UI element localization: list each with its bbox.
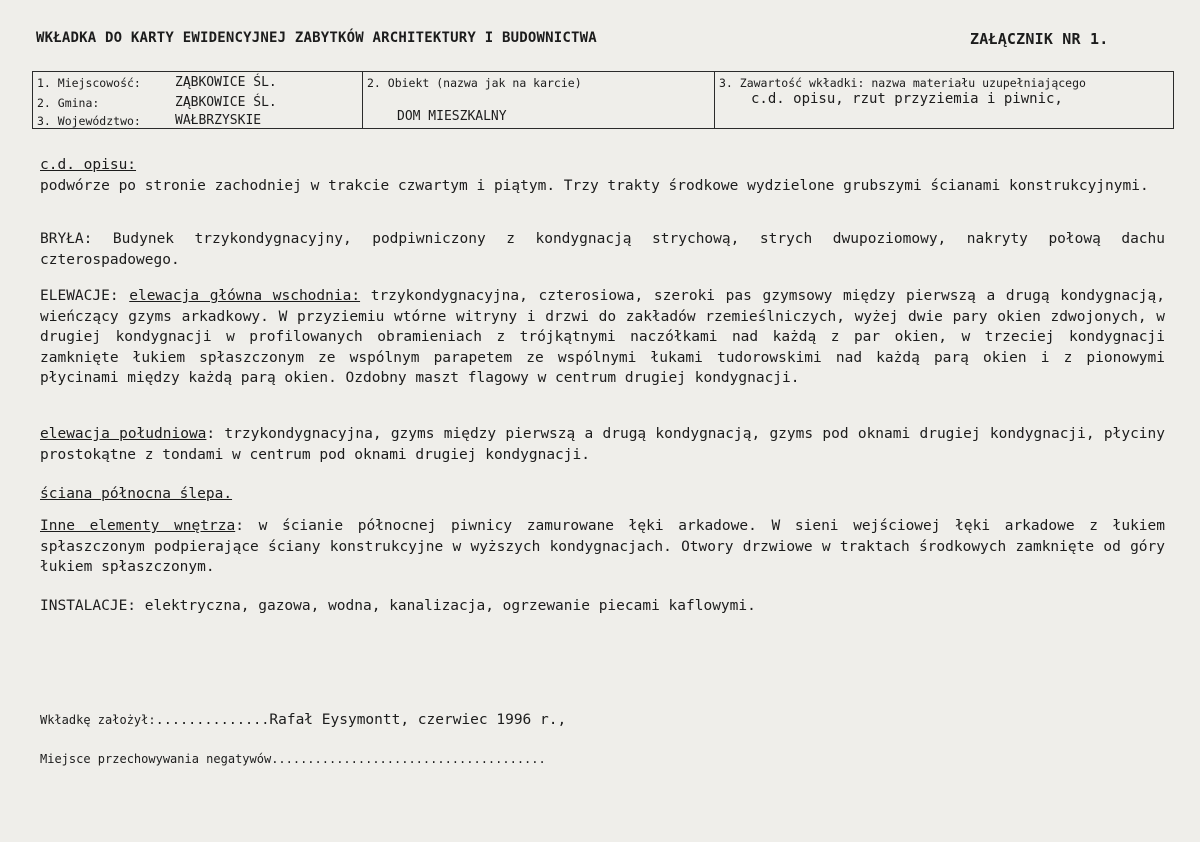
sciana-polnocna-paragraph [40,484,1165,505]
commune-label: 2. Gmina: [37,96,100,110]
instalacje-text: INSTALACJE: elektryczna, gazowa, wodna, kanalizacja, ogrzewanie piecami kaflowymi. [40,598,756,614]
cd-heading: c.d. opisu: [40,157,137,173]
description-continued [40,155,1165,196]
voivodeship-value: WAŁBRZYSKIE [175,113,262,128]
instalacje-paragraph [40,596,1165,617]
elewacja-poludniowa-paragraph [40,424,1165,465]
poludniowa-text: : trzykondygnacyjna, gzyms między pierwszą a drugą kondygnacją, gzyms pod oknami drugiej kondygnacji, płyciny prostokątne z tondami w centrum pod oknami drugiej kondygnacji. [40,426,1165,463]
voivodeship-label: 3. Województwo: [37,114,141,128]
elewacje-label: ELEWACJE: [40,288,130,304]
cd-text: podwórze po stronie zachodniej w trakcie czwartym i piątym. Trzy trakty środkowe wydzielone grubszymi ścianami konstrukcyjnymi. [40,177,1149,194]
negatives-label: Miejsce przechowywania negatywów [40,752,272,766]
bryla-text: Budynek trzykondygnacyjny, podpiwniczony z kondygnacją strychową, strych dwupoziomowy, nakryty połową dachu czterospadowego. [40,231,1165,268]
annex-number: ZAŁĄCZNIK NR 1. [970,30,1109,48]
elewacje-paragraph [40,286,1165,389]
content-cell [715,72,1173,128]
location-cell [33,72,363,128]
author-value: Rafał Eysymontt, czerwiec 1996 r., [269,712,567,728]
wnetrza-heading: Inne elementy wnętrza [40,518,236,534]
wnetrza-text: : w ścianie północnej piwnicy zamurowane łęki arkadowe. W sieni wejściowej łęki arkadowe z łukiem spłaszczonym podpierające ściany konstrukcyjne w wyższych kondygnacjach. Otwory drzwiowe w traktach środkowych zamknięte od góry łukiem spłaszczonym. [40,518,1165,575]
locality-label: 1. Miejscowość: [37,76,141,90]
object-cell [363,72,715,128]
author-label: Wkładkę założył: [40,713,156,727]
commune-value: ZĄBKOWICE ŚL. [175,95,277,110]
object-value: DOM MIESZKALNY [397,109,507,124]
negatives-line [40,752,546,766]
content-value: c.d. opisu, rzut przyziemia i piwnic, [751,91,1063,107]
elewacja-wschodnia-heading: elewacja główna wschodnia: [129,288,361,304]
negatives-dots: ...................................... [271,752,546,766]
elewacje-text: trzykondygnacyjna, czterosiowa, szeroki pas gzymsowy między pierwszą a drugą kondygnacją, wieńczący gzyms arkadkowy. W przyziemiu wtórne witryny i drzwi do zakładów rzemieślniczych, wyżej dwie pary okien zdwojonych, w drugiej kondygnacji w profilowanych obramieniach z trójkątnymi naczółkami nad każdą z par okien, w trzeciej kondygnacji zamknięte łukiem spłaszczonym ze wspólnym parapetem ze wspólnymi łukami tudorowskimi nad każdą parą okien i z pionowymi płycinami między każdą parą okien. Ozdobny maszt flagowy w centrum drugiej kondygnacji. [40,288,1165,386]
document-title: WKŁADKA DO KARTY EWIDENCYJNEJ ZABYTKÓW ARCHITEKTURY I BUDOWNICTWA [36,30,597,46]
elewacja-poludniowa-heading: elewacja południowa [40,426,207,442]
info-table [32,71,1174,129]
locality-value: ZĄBKOWICE ŚL. [175,75,277,90]
author-line [40,712,566,728]
author-dots: .............. [155,712,270,728]
bryla-paragraph [40,229,1165,270]
bryla-label: BRYŁA: [40,231,93,247]
content-label: 3. Zawartość wkładki: nazwa materiału uzupełniającego [719,76,1086,90]
object-label: 2. Obiekt (nazwa jak na karcie) [367,76,582,90]
sciana-polnocna: ściana północna ślepa. [40,486,233,502]
wnetrza-paragraph [40,516,1165,578]
